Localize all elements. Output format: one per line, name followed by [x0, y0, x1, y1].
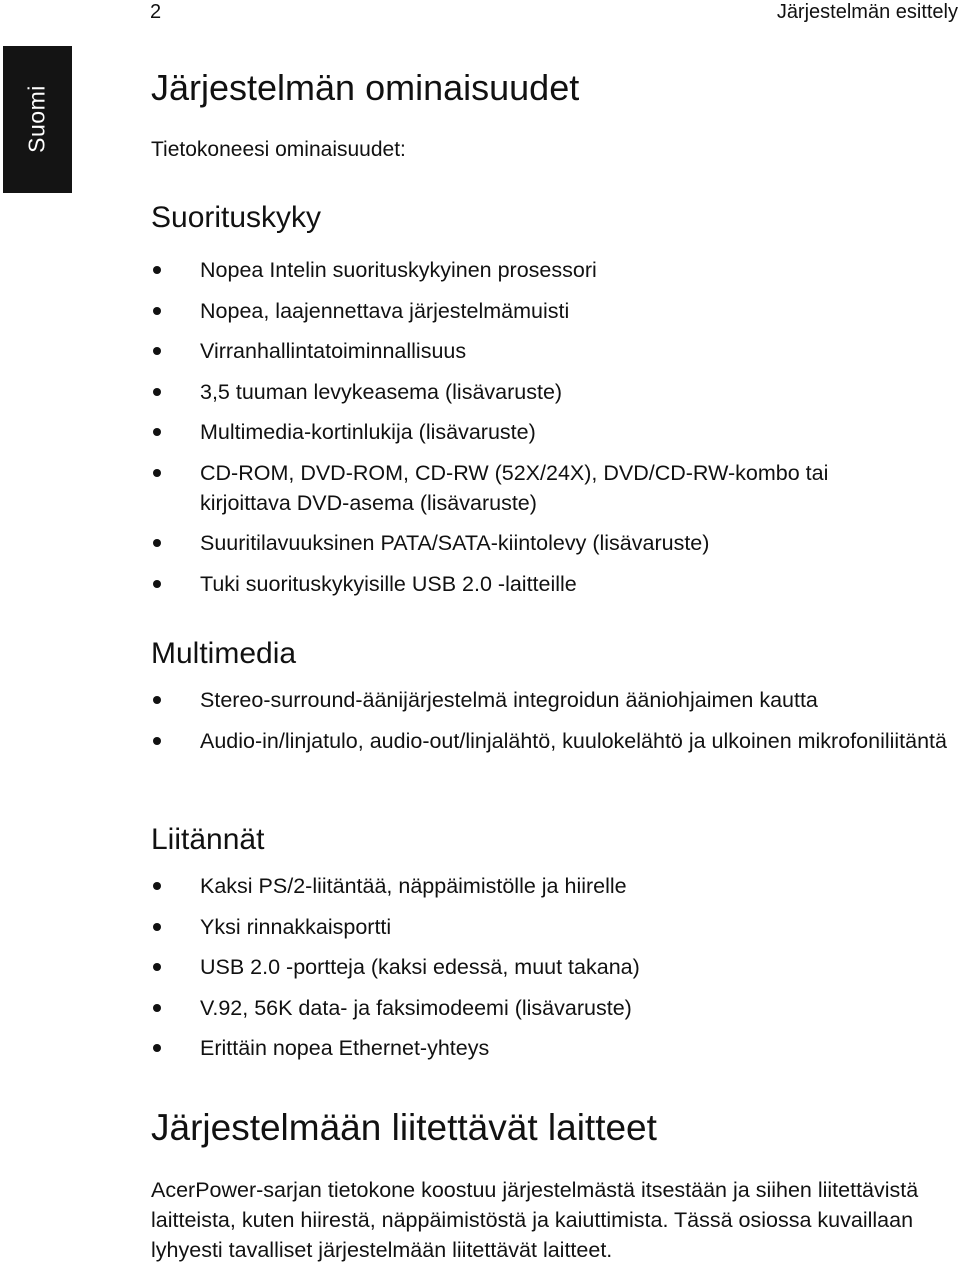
bullet-icon: [153, 696, 161, 704]
bullet-icon: [153, 737, 161, 745]
bullet-icon: [153, 388, 161, 396]
bullet-icon: [153, 428, 161, 436]
list-item: [151, 912, 956, 942]
list-item-text: 3,5 tuuman levykeasema (lisävaruste): [200, 379, 563, 404]
list-item-text: Virranhallintatoiminnallisuus: [200, 339, 467, 363]
bullet-icon: [153, 307, 161, 315]
section-heading-multimedia: Multimedia: [151, 637, 297, 670]
page-number: 2: [150, 1, 162, 23]
list-item: [151, 1033, 956, 1063]
bullet-icon: [153, 963, 161, 971]
section-heading-connectors: Liitännät: [151, 823, 265, 856]
section-heading-performance: Suorituskyky: [151, 201, 322, 234]
list-item-text: Stereo-surround-äänijärjestelmä integroidun ääniohjaimen kautta: [200, 688, 818, 712]
list-item: [151, 685, 956, 715]
list-item: [151, 296, 956, 326]
list-item: [151, 726, 956, 756]
list-item: [151, 993, 956, 1023]
section-heading-peripherals: Järjestelmään liitettävät laitteet: [151, 1107, 657, 1148]
peripherals-paragraph: AcerPower-sarjan tietokone koostuu järjestelmästä itsestään ja siihen liitettävistä laitteista, kuten hiirestä, näppäimistöstä ja kaiuttimista. Tässä osiossa kuvaillaan lyhyesti tavalliset järjestelmään liitettävät laitteet.: [151, 1178, 919, 1262]
list-item-text: CD-ROM, DVD-ROM, CD-RW (52X/24X), DVD/CD-RW-kombo tai kirjoittava DVD-asema (lisävaruste): [200, 460, 829, 515]
list-item-text: Kaksi PS/2-liitäntää, näppäimistölle ja hiirelle: [200, 874, 627, 898]
list-item: [151, 377, 956, 407]
list-item: [151, 255, 956, 285]
list-item-text: USB 2.0 -portteja (kaksi edessä, muut takana): [200, 955, 640, 979]
page-title: Järjestelmän ominaisuudet: [151, 67, 580, 108]
bullet-icon: [153, 1044, 161, 1052]
bullet-icon: [153, 539, 161, 547]
performance-list: [151, 255, 956, 609]
bullet-icon: [153, 923, 161, 931]
list-item-text: Tuki suorituskykyisille USB 2.0 -laitteille: [200, 571, 577, 596]
intro-text: Tietokoneesi ominaisuudet:: [151, 138, 406, 161]
list-item-text: Multimedia-kortinlukija (lisävaruste): [200, 420, 536, 444]
list-item-text: Yksi rinnakkaisportti: [200, 914, 392, 939]
list-item: [151, 569, 956, 599]
list-item: [151, 952, 956, 982]
list-item: [151, 417, 956, 447]
list-item: [151, 458, 956, 518]
list-item: [151, 528, 956, 558]
language-tab: [3, 46, 72, 193]
list-item-text: Audio-in/linjatulo, audio-out/linjalähtö, kuulokelähtö ja ulkoinen mikrofoniliitäntä: [200, 728, 947, 753]
multimedia-list: [151, 685, 956, 766]
list-item: [151, 871, 956, 901]
bullet-icon: [153, 347, 161, 355]
list-item-text: Nopea Intelin suorituskykyinen prosessori: [200, 258, 597, 282]
list-item-text: V.92, 56K data- ja faksimodeemi (lisävaruste): [200, 995, 632, 1020]
running-header: Järjestelmän esittely: [776, 1, 958, 23]
list-item: [151, 336, 956, 366]
list-item-text: Suuritilavuuksinen PATA/SATA-kiintolevy (lisävaruste): [200, 531, 710, 555]
bullet-icon: [153, 469, 161, 477]
bullet-icon: [153, 580, 161, 588]
bullet-icon: [153, 882, 161, 890]
bullet-icon: [153, 266, 161, 274]
language-tab-label: Suomi: [23, 85, 50, 153]
list-item-text: Erittäin nopea Ethernet-yhteys: [200, 1036, 490, 1060]
bullet-icon: [153, 1004, 161, 1012]
connectors-list: [151, 871, 956, 1074]
list-item-text: Nopea, laajennettava järjestelmämuisti: [200, 298, 570, 323]
